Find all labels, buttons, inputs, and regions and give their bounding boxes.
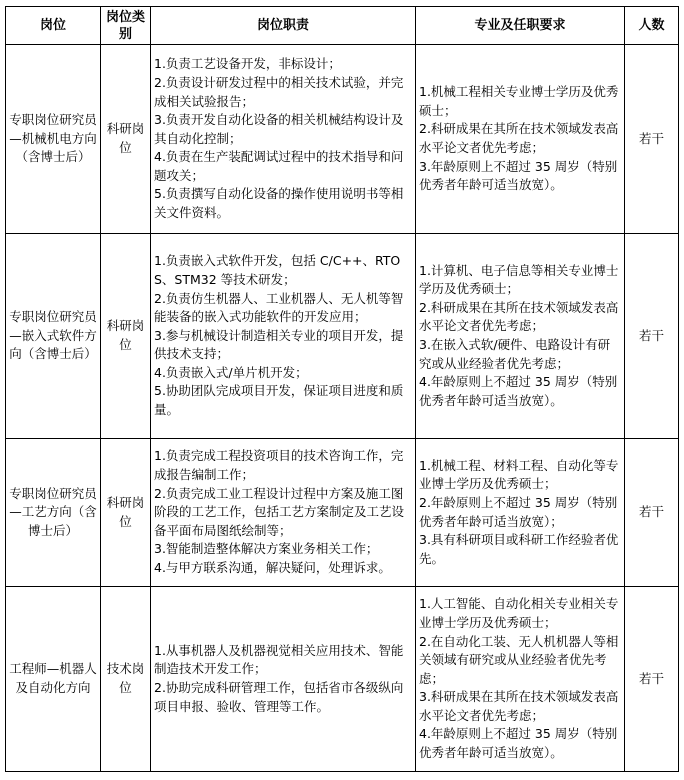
position-cell: 专职岗位研究员—工艺方向（含博士后） [6, 439, 101, 587]
duties-cell [151, 45, 416, 234]
header-count: 人数 [625, 7, 679, 45]
header-position: 岗位 [6, 7, 101, 45]
job-table [5, 6, 679, 772]
requirements-cell [416, 439, 625, 587]
category-cell: 科研岗位 [101, 439, 151, 587]
position-cell: 工程师—机器人及自动化方向 [6, 587, 101, 772]
requirement-item: 3.在嵌入式软/硬件、电路设计有研究或从业经验者优先考虑； [419, 337, 611, 371]
header-requirements: 专业及任职要求 [416, 7, 625, 45]
requirement-item: 1.机械工程相关专业博士学历及优秀硕士； [419, 84, 619, 118]
duty-item: 2.协助完成科研管理工作，包括省市各级纵向项目申报、验收、管理等工作。 [154, 680, 404, 714]
table-row [6, 234, 679, 439]
requirements-cell [416, 45, 625, 234]
requirements-cell [416, 234, 625, 439]
requirement-item: 3.具有科研项目或科研工作经验者优先。 [419, 532, 619, 566]
position-cell: 专职岗位研究员—机械机电方向（含博士后） [6, 45, 101, 234]
header-duties: 岗位职责 [151, 7, 416, 45]
requirement-item: 2.在自动化工装、无人机机器人等相关领域有研究或从业经验者优先考虑； [419, 633, 619, 686]
duty-item: 1.从事机器人及机器视觉相关应用技术、智能制造技术开发工作； [154, 642, 404, 677]
header-row [6, 7, 679, 45]
duty-item: 4.与甲方联系沟通，解决疑问，处理诉求。 [154, 559, 391, 575]
requirement-item: 1.计算机、电子信息等相关专业博士学历及优秀硕士； [419, 262, 619, 297]
count-cell: 若干 [625, 587, 679, 772]
duty-item: 2.负责设计研发过程中的相关技术试验，并完成相关试验报告； [154, 74, 404, 109]
duty-item: 1.负责工艺设备开发，非标设计； [154, 56, 341, 72]
duties-cell [151, 234, 416, 439]
requirement-item: 2.科研成果在其所在技术领域发表高水平论文者优先考虑； [419, 299, 619, 334]
category-cell: 技术岗位 [101, 587, 151, 772]
requirement-item: 2.年龄原则上不超过 35 周岁（特别优秀者年龄可适当放宽）； [419, 494, 618, 529]
requirement-item: 1.机械工程、材料工程、自动化等专业博士学历及优秀硕士； [419, 457, 619, 492]
duty-item: 4.负责嵌入式/单片机开发； [154, 364, 308, 380]
duty-item: 3.智能制造整体解决方案业务相关工作； [154, 541, 379, 557]
requirement-item: 1.人工智能、自动化相关专业相关专业博士学历及优秀硕士； [419, 596, 619, 630]
duty-item: 4.负责在生产装配调试过程中的技术指导和问题攻关； [154, 149, 404, 183]
count-cell: 若干 [625, 234, 679, 439]
duty-item: 1.负责完成工程投资项目的技术咨询工作，完成报告编制工作； [154, 448, 404, 483]
duty-item: 3.参与机械设计制造相关专业的项目开发，提供技术支持； [154, 327, 404, 362]
duty-item: 3.负责开发自动化设备的相关机械结构设计及其自动化控制； [154, 112, 404, 146]
requirements-cell [416, 587, 625, 772]
duty-item: 2.负责完成工业工程设计过程中方案及施工图阶段的工艺工作，包括工艺方案制定及工艺设备平面布局图纸绘制等； [154, 485, 405, 538]
table-row [6, 45, 679, 234]
requirement-item: 3.科研成果在其所在技术领域发表高水平论文者优先考虑； [419, 689, 619, 723]
duty-item: 5.协助团队完成项目开发，保证项目进度和质量。 [154, 383, 404, 418]
requirement-item: 4.年龄原则上不超过 35 周岁（特别优秀者年龄可适当放宽）。 [419, 726, 618, 761]
duties-cell [151, 439, 416, 587]
header-category: 岗位类别 [101, 7, 151, 45]
requirement-item: 2.科研成果在其所在技术领域发表高水平论文者优先考虑； [419, 121, 619, 155]
table-row [6, 439, 679, 587]
count-cell: 若干 [625, 45, 679, 234]
category-cell: 科研岗位 [101, 45, 151, 234]
duty-item: 5.负责撰写自动化设备的操作使用说明书等相关文件资料。 [154, 186, 404, 221]
duty-item: 2.负责仿生机器人、工业机器人、无人机等智能装备的嵌入式功能软件的开发应用； [154, 290, 404, 325]
duty-item: 1.负责嵌入式软件开发，包括 C/C++、RTOS、STM32 等技术研发； [154, 253, 401, 287]
count-cell: 若干 [625, 439, 679, 587]
table-row [6, 587, 679, 772]
requirement-item: 3.年龄原则上不超过 35 周岁（特别优秀者年龄可适当放宽）。 [419, 158, 618, 193]
requirement-item: 4.年龄原则上不超过 35 周岁（特别优秀者年龄可适当放宽）。 [419, 374, 618, 408]
position-cell: 专职岗位研究员—嵌入式软件方向（含博士后） [6, 234, 101, 439]
category-cell: 科研岗位 [101, 234, 151, 439]
duties-cell [151, 587, 416, 772]
